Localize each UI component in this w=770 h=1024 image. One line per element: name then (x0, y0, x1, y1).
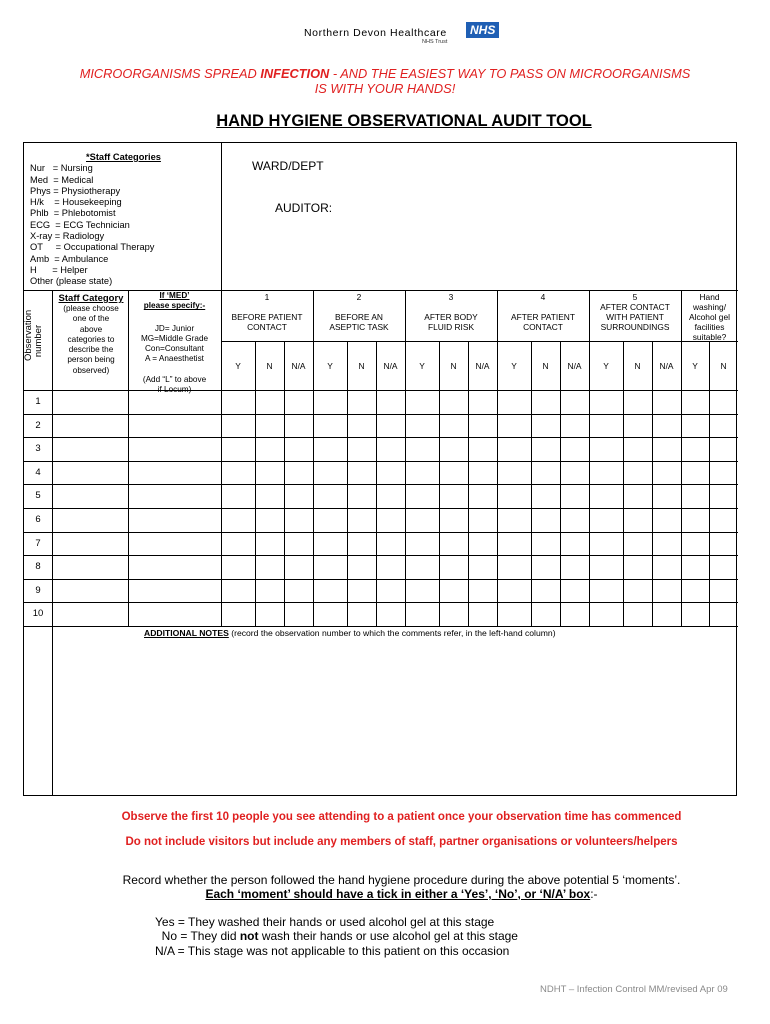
moment-number: 3 (448, 292, 454, 302)
answer-no-header: N (542, 361, 549, 371)
grid-line (623, 341, 624, 626)
staff-category-header (56, 293, 126, 376)
grid-line (531, 341, 532, 626)
moment-label: AFTER PATIENT (511, 312, 575, 322)
grid-line (284, 341, 285, 626)
legend-item: ECG = ECG Technician (30, 219, 130, 230)
moment-number: 5 (632, 292, 638, 302)
grid-line (221, 290, 222, 626)
org-name: Northern Devon Healthcare (304, 27, 447, 39)
moment-label: WITH PATIENT (606, 312, 664, 322)
grid-line (24, 508, 738, 509)
grid-line (128, 290, 129, 626)
grid-line (24, 532, 738, 533)
observation-row-number: 5 (35, 490, 41, 501)
moment-label: AFTER BODY (424, 312, 478, 322)
moment-label: CONTACT (247, 322, 287, 332)
moment-header-4 (497, 292, 589, 332)
moment-number: 1 (264, 292, 270, 302)
grid-line (468, 341, 469, 626)
answer-no-header: N (450, 361, 457, 371)
staff-category-hint: categories to (67, 334, 115, 344)
moment-label: CONTACT (523, 322, 563, 332)
trust-label: NHS Trust (422, 39, 448, 45)
med-grade-option: JD= Junior (154, 323, 195, 333)
moment-header-2 (313, 292, 405, 332)
moment-label: BEFORE AN (335, 312, 383, 322)
answer-na-header: N/A (475, 361, 490, 371)
instr-line1: Record whether the person followed the hand hygiene procedure during the above potential 5 ‘moments’. (122, 873, 681, 887)
answer-yes-header: Y (511, 361, 517, 371)
instr-line2-tail: :- (590, 887, 598, 901)
med-grade-option: A = Anaesthetist (145, 354, 204, 364)
observation-row-number: 3 (35, 443, 41, 454)
grid-line (560, 341, 561, 626)
legend-item: Phlb = Phlebotomist (30, 208, 116, 219)
observation-number-header: Observation number (23, 309, 44, 361)
answer-yes-header: Y (419, 361, 425, 371)
answer-yes-header: Y (235, 361, 241, 371)
moment-label: BEFORE PATIENT (231, 312, 303, 322)
moment-number: 4 (540, 292, 546, 302)
handwash-label: facilities (694, 322, 725, 332)
def-na: N/A = This stage was not applicable to this patient on this occasion (155, 943, 510, 958)
grid-line (497, 290, 498, 626)
staff-category-title: Staff Category (58, 293, 124, 304)
grid-line (52, 626, 53, 795)
banner-pre: MICROORGANISMS SPREAD (79, 66, 261, 81)
grid-line (589, 290, 590, 626)
legend-item: Phys = Physiotherapy (30, 185, 121, 196)
legend-item: H = Helper (30, 264, 88, 275)
def-no-post: wash their hands or use alcohol gel at this stage (258, 929, 518, 944)
grid-line (221, 341, 738, 342)
grid-line (347, 341, 348, 626)
med-locum-note: if Locum) (157, 385, 192, 395)
handwash-label: Alcohol gel (689, 312, 730, 322)
moment-label: ASEPTIC TASK (329, 322, 389, 332)
moment-header-3 (405, 292, 497, 332)
grid-line (24, 290, 738, 291)
handwash-no-header: N (720, 361, 727, 371)
answer-no-header: N (266, 361, 273, 371)
handwash-label: washing/ (692, 302, 727, 312)
observation-row-number: 2 (35, 420, 41, 431)
def-no-bold: not (239, 929, 259, 944)
handwash-label: suitable? (692, 332, 727, 342)
moment-label: SURROUNDINGS (600, 322, 670, 332)
grid-line (24, 555, 738, 556)
grid-line (24, 579, 738, 580)
auditor-field[interactable]: AUDITOR: (275, 201, 333, 215)
grid-line (255, 341, 256, 626)
banner-post: - AND THE EASIEST WAY TO PASS ON MICROORGANISMS (329, 66, 691, 81)
def-yes: Yes = They washed their hands or used alcohol gel at this stage (155, 915, 495, 929)
observation-row-number: 6 (35, 514, 41, 525)
def-no-pre: No = They did (155, 929, 240, 944)
grid-line (376, 341, 377, 626)
ward-dept-field[interactable]: WARD/DEPT (252, 159, 324, 173)
legend-item: H/k = Housekeeping (30, 197, 122, 208)
legend-item: OT = Occupational Therapy (30, 242, 155, 253)
grid-line (24, 390, 738, 391)
additional-notes-header (144, 628, 744, 638)
handwash-yes-header: Y (692, 361, 698, 371)
staff-categories-legend (30, 152, 161, 288)
moment-number: 2 (356, 292, 362, 302)
handwash-label: Hand (699, 292, 720, 302)
warning-banner (0, 66, 770, 96)
def-no (155, 929, 518, 943)
observation-row-number: 4 (35, 467, 41, 478)
grid-line (709, 341, 710, 626)
observation-row-number: 10 (32, 608, 44, 619)
recording-instructions (0, 873, 770, 901)
handwashing-facilities-header (681, 292, 738, 342)
legend-item: Other (please state) (30, 276, 113, 287)
nhs-badge: NHS (466, 22, 499, 38)
legend-heading: *Staff Categories (86, 152, 161, 162)
legend-item: Med = Medical (30, 174, 94, 185)
staff-category-hint: person being (67, 355, 115, 365)
legend-item: X-ray = Radiology (30, 231, 105, 242)
staff-category-hint: above (79, 324, 103, 334)
med-title: If ‘MED’ (159, 291, 190, 300)
observation-row-number: 1 (35, 396, 41, 407)
notes-instruction: (record the observation number to which the comments refer, in the left-hand column) (228, 628, 556, 638)
staff-category-hint: one of the (72, 314, 110, 324)
answer-na-header: N/A (567, 361, 582, 371)
answer-na-header: N/A (659, 361, 674, 371)
nhs-logo (304, 22, 504, 48)
med-specify-header (127, 291, 222, 395)
banner-bold: INFECTION (260, 66, 330, 81)
page-title: HAND HYGIENE OBSERVATIONAL AUDIT TOOL (216, 112, 592, 130)
grid-line (439, 341, 440, 626)
med-subtitle: please specify:- (143, 301, 206, 311)
grid-line (405, 290, 406, 626)
instruction-red-1: Observe the first 10 people you see attending to a patient once your observation time has commenced (121, 811, 682, 823)
moment-label: AFTER CONTACT (600, 302, 670, 312)
legend-item: Nur = Nursing (30, 163, 93, 174)
instr-line2: Each ‘moment’ should have a tick in either a ‘Yes’, ‘No’, or ‘N/A’ box (205, 887, 591, 901)
moment-header-5 (589, 292, 681, 332)
med-grade-option: MG=Middle Grade (140, 333, 209, 343)
answer-na-header: N/A (291, 361, 306, 371)
grid-line (24, 461, 738, 462)
grid-line (652, 341, 653, 626)
grid-line (52, 290, 53, 626)
grid-line (24, 484, 738, 485)
grid-line (24, 626, 738, 627)
footer-revision: NDHT – Infection Control MM/revised Apr 09 (540, 984, 728, 995)
grid-line (221, 143, 222, 290)
med-locum-note: (Add “L” to above (142, 374, 207, 384)
answer-no-header: N (634, 361, 641, 371)
grid-line (24, 602, 738, 603)
banner-line2: IS WITH YOUR HANDS! (314, 81, 456, 96)
answer-na-header: N/A (383, 361, 398, 371)
observation-row-number: 7 (35, 538, 41, 549)
staff-category-hint: (please choose (63, 304, 119, 313)
observation-row-number: 9 (35, 585, 41, 596)
grid-line (24, 437, 738, 438)
grid-line (313, 290, 314, 626)
staff-category-hint: describe the (68, 345, 114, 355)
legend-item: Amb = Ambulance (30, 253, 109, 264)
moment-label: FLUID RISK (427, 322, 475, 332)
answer-yes-header: Y (603, 361, 609, 371)
notes-label: ADDITIONAL NOTES (144, 628, 229, 638)
instruction-red-2: Do not include visitors but include any members of staff, partner organisations or volunteers/helpers (125, 836, 678, 848)
answer-yes-header: Y (327, 361, 333, 371)
grid-line (24, 414, 738, 415)
answer-no-header: N (358, 361, 365, 371)
med-grade-option: Con=Consultant (145, 344, 204, 354)
answer-definitions (155, 915, 518, 958)
moment-header-1 (221, 292, 313, 332)
staff-category-hint: observed) (72, 365, 110, 375)
audit-form-table (23, 142, 737, 796)
observation-row-number: 8 (35, 561, 41, 572)
